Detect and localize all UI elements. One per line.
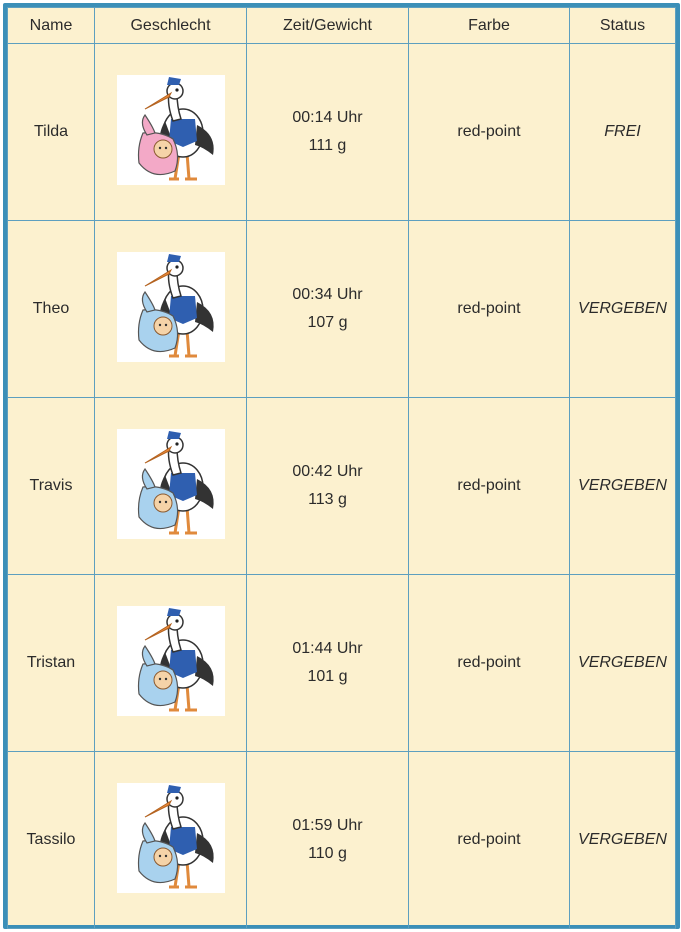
header-gender: Geschlecht <box>95 8 247 44</box>
birth-time: 00:34 Uhr <box>292 286 363 303</box>
status-cell <box>570 221 676 398</box>
puppy-table <box>7 7 676 929</box>
birth-weight: 110 g <box>308 845 347 862</box>
stork-blue-bundle-icon <box>117 783 225 893</box>
color-cell <box>409 221 570 398</box>
gender-cell <box>95 752 247 929</box>
puppy-status: FREI <box>604 123 641 140</box>
time-weight-cell <box>247 398 409 575</box>
birth-time: 01:44 Uhr <box>292 640 363 657</box>
header-status: Status <box>570 8 676 44</box>
birth-time: 00:14 Uhr <box>292 109 363 126</box>
puppy-name: Tilda <box>33 123 69 140</box>
birth-time: 01:59 Uhr <box>292 817 363 834</box>
table-row <box>8 44 676 221</box>
birth-weight: 111 g <box>308 137 347 154</box>
table-row <box>8 752 676 929</box>
puppy-name <box>8 221 95 398</box>
status-cell <box>570 398 676 575</box>
table-row <box>8 221 676 398</box>
table-header-row <box>8 8 676 44</box>
gender-cell <box>95 398 247 575</box>
puppy-color: red-point <box>457 123 521 140</box>
puppy-color: red-point <box>457 831 521 848</box>
color-cell <box>409 575 570 752</box>
time-weight-cell <box>247 752 409 929</box>
puppy-name <box>8 44 95 221</box>
puppy-name: Travis <box>29 477 73 494</box>
table-row <box>8 575 676 752</box>
puppy-status: VERGEBEN <box>578 477 667 494</box>
stork-pink-bundle-icon <box>117 75 225 185</box>
color-cell <box>409 752 570 929</box>
puppy-status: VERGEBEN <box>578 831 667 848</box>
header-color: Farbe <box>409 8 570 44</box>
birth-time: 00:42 Uhr <box>292 463 363 480</box>
puppy-status: VERGEBEN <box>578 300 667 317</box>
puppy-name <box>8 752 95 929</box>
puppy-status: VERGEBEN <box>578 654 667 671</box>
birth-weight: 107 g <box>307 314 348 331</box>
time-weight-cell <box>247 575 409 752</box>
puppy-color: red-point <box>457 477 521 494</box>
stork-blue-bundle-icon <box>117 252 225 362</box>
puppy-color: red-point <box>457 300 521 317</box>
puppy-name <box>8 398 95 575</box>
puppy-name: Tristan <box>26 654 76 671</box>
status-cell <box>570 575 676 752</box>
time-weight-cell <box>247 44 409 221</box>
time-weight-cell <box>247 221 409 398</box>
birth-weight: 113 g <box>308 491 347 508</box>
gender-cell <box>95 221 247 398</box>
gender-cell <box>95 44 247 221</box>
color-cell <box>409 398 570 575</box>
header-name: Name <box>8 8 95 44</box>
puppy-table-frame <box>3 3 680 929</box>
birth-weight: 101 g <box>307 668 348 685</box>
status-cell <box>570 752 676 929</box>
puppy-color: red-point <box>457 654 521 671</box>
color-cell <box>409 44 570 221</box>
puppy-name: Theo <box>32 300 70 317</box>
stork-blue-bundle-icon <box>117 429 225 539</box>
gender-cell <box>95 575 247 752</box>
status-cell <box>570 44 676 221</box>
puppy-name <box>8 575 95 752</box>
stork-blue-bundle-icon <box>117 606 225 716</box>
puppy-name: Tassilo <box>26 831 76 848</box>
table-row <box>8 398 676 575</box>
header-time-weight: Zeit/Gewicht <box>247 8 409 44</box>
